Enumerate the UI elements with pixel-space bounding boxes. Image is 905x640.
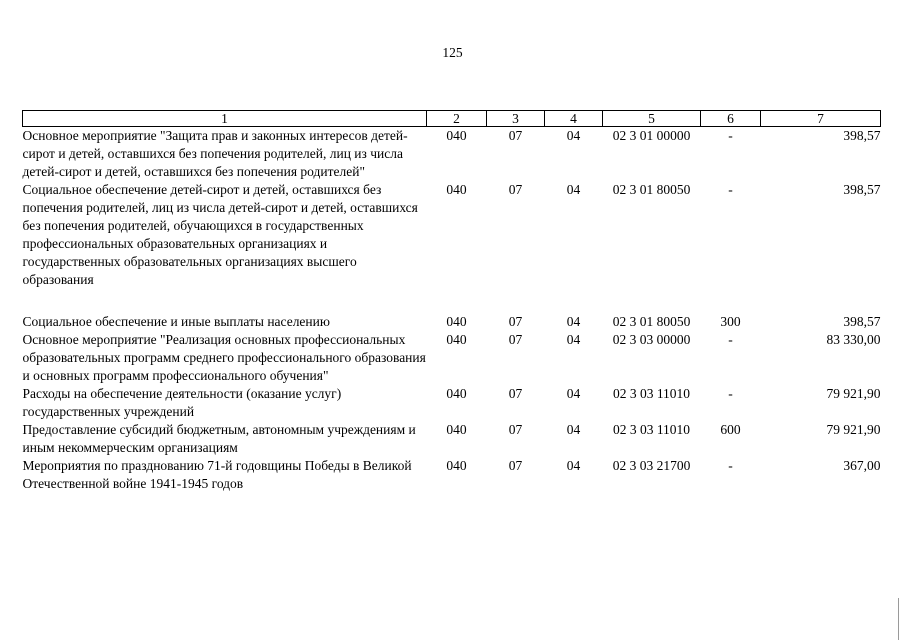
row-code-expense-type: 600 <box>720 422 741 437</box>
row-name: Расходы на обеспечение деятельности (оказание услуг) государственных учреждений <box>22 386 342 419</box>
row-amount: 79 921,90 <box>826 386 881 401</box>
table-row <box>23 421 881 457</box>
row-code-expense-type: - <box>728 182 733 197</box>
row-amount: 367,00 <box>843 458 881 473</box>
column-header-4: 4 <box>545 111 603 127</box>
row-name: Предоставление субсидий бюджетным, автономным учреждениям и иным некоммерческим организациям <box>22 422 416 455</box>
row-code-ministry: 040 <box>446 182 467 197</box>
row-name: Социальное обеспечение и иные выплаты населению <box>22 314 330 329</box>
row-amount: 398,57 <box>843 182 881 197</box>
column-header-5: 5 <box>603 111 701 127</box>
page-number: 125 <box>442 45 463 60</box>
scan-edge-line <box>898 598 899 640</box>
row-code-target: 02 3 03 11010 <box>612 422 691 437</box>
row-code-subsection: 04 <box>566 422 581 437</box>
row-code-subsection: 04 <box>566 386 581 401</box>
row-amount: 83 330,00 <box>826 332 881 347</box>
row-code-subsection: 04 <box>566 128 581 143</box>
header-row <box>23 111 881 127</box>
table-row <box>23 289 881 331</box>
row-amount: 79 921,90 <box>826 422 881 437</box>
row-code-subsection: 04 <box>566 314 581 329</box>
row-code-target: 02 3 03 21700 <box>612 458 691 473</box>
row-code-section: 07 <box>508 332 523 347</box>
row-code-target: 02 3 03 11010 <box>612 386 691 401</box>
row-name: Социальное обеспечение детей-сирот и детей, оставшихся без попечения родителей, лиц из числа детей-сирот и детей, оставшихся без попечения родителей, обучающихся в государственных профессиональных образовательных организациях и государственных образовательных организациях высшего образования <box>22 182 418 287</box>
row-code-ministry: 040 <box>446 314 467 329</box>
row-code-section: 07 <box>508 458 523 473</box>
row-code-section: 07 <box>508 128 523 143</box>
column-header-6: 6 <box>701 111 761 127</box>
column-header-1: 1 <box>23 111 427 127</box>
row-code-ministry: 040 <box>446 458 467 473</box>
row-code-section: 07 <box>508 314 523 329</box>
row-name: Мероприятия по празднованию 71-й годовщины Победы в Великой Отечественной войне 1941-1945 годов <box>22 458 412 491</box>
row-code-target: 02 3 03 00000 <box>612 332 691 347</box>
column-header-3: 3 <box>487 111 545 127</box>
table-row <box>23 385 881 421</box>
row-code-section: 07 <box>508 182 523 197</box>
row-code-ministry: 040 <box>446 128 467 143</box>
budget-table <box>22 110 881 493</box>
row-code-subsection: 04 <box>566 458 581 473</box>
row-code-ministry: 040 <box>446 386 467 401</box>
row-code-section: 07 <box>508 386 523 401</box>
row-code-section: 07 <box>508 422 523 437</box>
row-code-subsection: 04 <box>566 182 581 197</box>
row-code-expense-type: - <box>728 332 733 347</box>
row-code-expense-type: - <box>728 128 733 143</box>
row-code-expense-type: - <box>728 458 733 473</box>
row-code-subsection: 04 <box>566 332 581 347</box>
table-row <box>23 331 881 385</box>
column-header-2: 2 <box>427 111 487 127</box>
row-code-target: 02 3 01 00000 <box>612 128 691 143</box>
row-code-target: 02 3 01 80050 <box>612 182 691 197</box>
row-amount: 398,57 <box>843 314 881 329</box>
row-code-ministry: 040 <box>446 332 467 347</box>
row-code-expense-type: 300 <box>720 314 741 329</box>
column-header-7: 7 <box>761 111 881 127</box>
row-name: Основное мероприятие "Реализация основных профессиональных образовательных программ среднего профессионального образования и основных программ профессионального обучения" <box>22 332 426 383</box>
row-code-expense-type: - <box>728 386 733 401</box>
table-row <box>23 181 881 289</box>
table-row <box>23 127 881 182</box>
row-name: Основное мероприятие "Защита прав и законных интересов детей-сирот и детей, оставшихся без попечения родителей, лиц из числа детей-сирот и детей, оставшихся без попечения родителей" <box>22 128 408 179</box>
row-amount: 398,57 <box>843 128 881 143</box>
row-code-target: 02 3 01 80050 <box>612 314 691 329</box>
row-code-ministry: 040 <box>446 422 467 437</box>
table-row <box>23 457 881 493</box>
